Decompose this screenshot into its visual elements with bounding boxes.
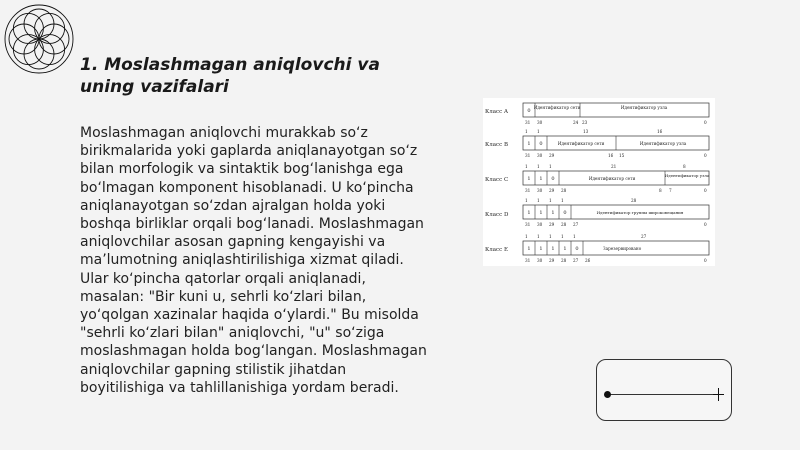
class-a-row: [485, 103, 709, 125]
bit-label: 1: [525, 129, 528, 134]
cell: 1: [539, 246, 543, 252]
bit-label: 27: [641, 234, 647, 239]
cell: 0: [539, 141, 543, 147]
bit-label: 13: [583, 129, 589, 134]
bit-label: 1: [537, 198, 540, 203]
bit-label: 27: [573, 258, 579, 263]
cell: Идентификатор сети: [588, 176, 636, 181]
bit-label: 31: [525, 188, 531, 193]
cell: Идентификатор узла: [664, 173, 710, 178]
bit-label: 1: [549, 164, 552, 169]
class-label: Класс D: [485, 212, 509, 218]
cell: Идентификатор группы широковещания: [596, 210, 684, 215]
cell: 1: [551, 210, 555, 216]
bit-label: 1: [573, 234, 576, 239]
class-label: Класс C: [485, 177, 509, 183]
ip-address-classes-figure: [483, 98, 715, 266]
bit-label: 31: [525, 120, 531, 125]
cell: 1: [527, 246, 531, 252]
bit-label: 1: [525, 164, 528, 169]
class-label: Класс E: [485, 247, 508, 253]
bit-label: 1: [549, 234, 552, 239]
timeline-start-dot: [604, 391, 611, 398]
bit-label: 1: [525, 198, 528, 203]
bit-label: 28: [631, 198, 637, 203]
bit-label: 28: [561, 188, 567, 193]
bit-label: 29: [549, 188, 555, 193]
bit-label: 28: [561, 258, 567, 263]
cell: 1: [563, 246, 567, 252]
bit-label: 27: [573, 222, 579, 227]
bit-label: 21: [611, 164, 617, 169]
decorative-rosette-logo: [2, 2, 76, 76]
bit-label: 7: [669, 188, 672, 193]
class-e-row: [485, 234, 709, 263]
cell: 0: [575, 246, 579, 252]
body-paragraph: Moslashmagan aniqlovchi murakkab so‘z birikmalarida yoki gaplarda aniqlanayotgan so‘z bilan morfologik va sintaktik bog‘lanishga ega bo‘lmagan komponent hisoblanadi. U ko‘pincha aniqlanayotgan so‘zdan ajralgan holda yoki boshqa birliklar orqali bog‘lanadi. Moslashmagan aniqlovchilar asosan gapning kengayishi va ma’lumotning aniqlashtirilishiga xizmat qiladi. Ular ko‘pincha qatorlar orqali aniqlanadi, masalan: "Bir kuni u, sehrli ko‘zlari bilan, yo‘qolgan xazinalar haqida o‘ylardi." Bu misolda "sehrli ko‘zlari bilan" aniqlovchi, "u" so‘ziga moslashmagan holda bog‘langan. Moslashmagan aniqlovchilar gapning stilistik jihatdan boyitilishiga va tahlillanishiga yordam beradi.: [80, 125, 427, 396]
cell: 1: [527, 141, 531, 147]
cell: 0: [563, 210, 567, 216]
bit-label: 30: [537, 258, 543, 263]
bit-label: 31: [525, 222, 531, 227]
bit-label: 23: [582, 120, 588, 125]
slide-title: 1. Moslashmagan aniqlovchi va uning vazifalari: [80, 55, 380, 97]
cell: Идентификатор сети: [557, 141, 605, 146]
timeline-graphic: [596, 359, 732, 421]
bit-label: 1: [549, 198, 552, 203]
cell: 1: [539, 210, 543, 216]
bit-label: 30: [537, 120, 543, 125]
class-d-row: [485, 198, 709, 227]
bit-label: 0: [704, 222, 707, 227]
bit-label: 16: [657, 129, 663, 134]
timeline-end-cross-bar: [713, 394, 724, 395]
class-c-row: [485, 164, 710, 193]
class-b-row: [485, 129, 709, 158]
bit-label: 15: [619, 153, 625, 158]
bit-label: 8: [659, 188, 662, 193]
timeline-track: [607, 394, 719, 395]
bit-label: 29: [549, 153, 555, 158]
cell: Идентификатор узла: [620, 105, 668, 110]
bit-label: 29: [549, 222, 555, 227]
bit-label: 24: [573, 120, 579, 125]
bit-label: 26: [585, 258, 591, 263]
bit-label: 1: [537, 234, 540, 239]
cell: 1: [551, 246, 555, 252]
bit-label: 29: [549, 258, 555, 263]
bit-label: 8: [683, 164, 686, 169]
bit-label: 28: [561, 222, 567, 227]
bit-label: 31: [525, 153, 531, 158]
bit-label: 1: [525, 234, 528, 239]
bit-label: 0: [704, 120, 707, 125]
cell: 1: [527, 176, 531, 182]
cell: Идентификатор узла: [639, 141, 687, 146]
cell: 0: [551, 176, 555, 182]
bit-label: 1: [561, 234, 564, 239]
bit-label: 16: [608, 153, 614, 158]
bit-label: 1: [537, 164, 540, 169]
cell: Идентификатор сети: [533, 105, 581, 110]
bit-label: 0: [704, 258, 707, 263]
cell: 1: [527, 210, 531, 216]
class-label: Класс B: [485, 142, 508, 148]
cell: Зарезервировано: [603, 246, 642, 251]
cell: 1: [539, 176, 543, 182]
bit-label: 0: [704, 188, 707, 193]
bit-label: 30: [537, 153, 543, 158]
bit-label: 30: [537, 188, 543, 193]
bit-label: 30: [537, 222, 543, 227]
bit-label: 0: [704, 153, 707, 158]
bit-label: 31: [525, 258, 531, 263]
class-label: Класс A: [485, 109, 508, 115]
bit-label: 1: [561, 198, 564, 203]
bit-label: 1: [537, 129, 540, 134]
cell: 0: [527, 108, 531, 114]
